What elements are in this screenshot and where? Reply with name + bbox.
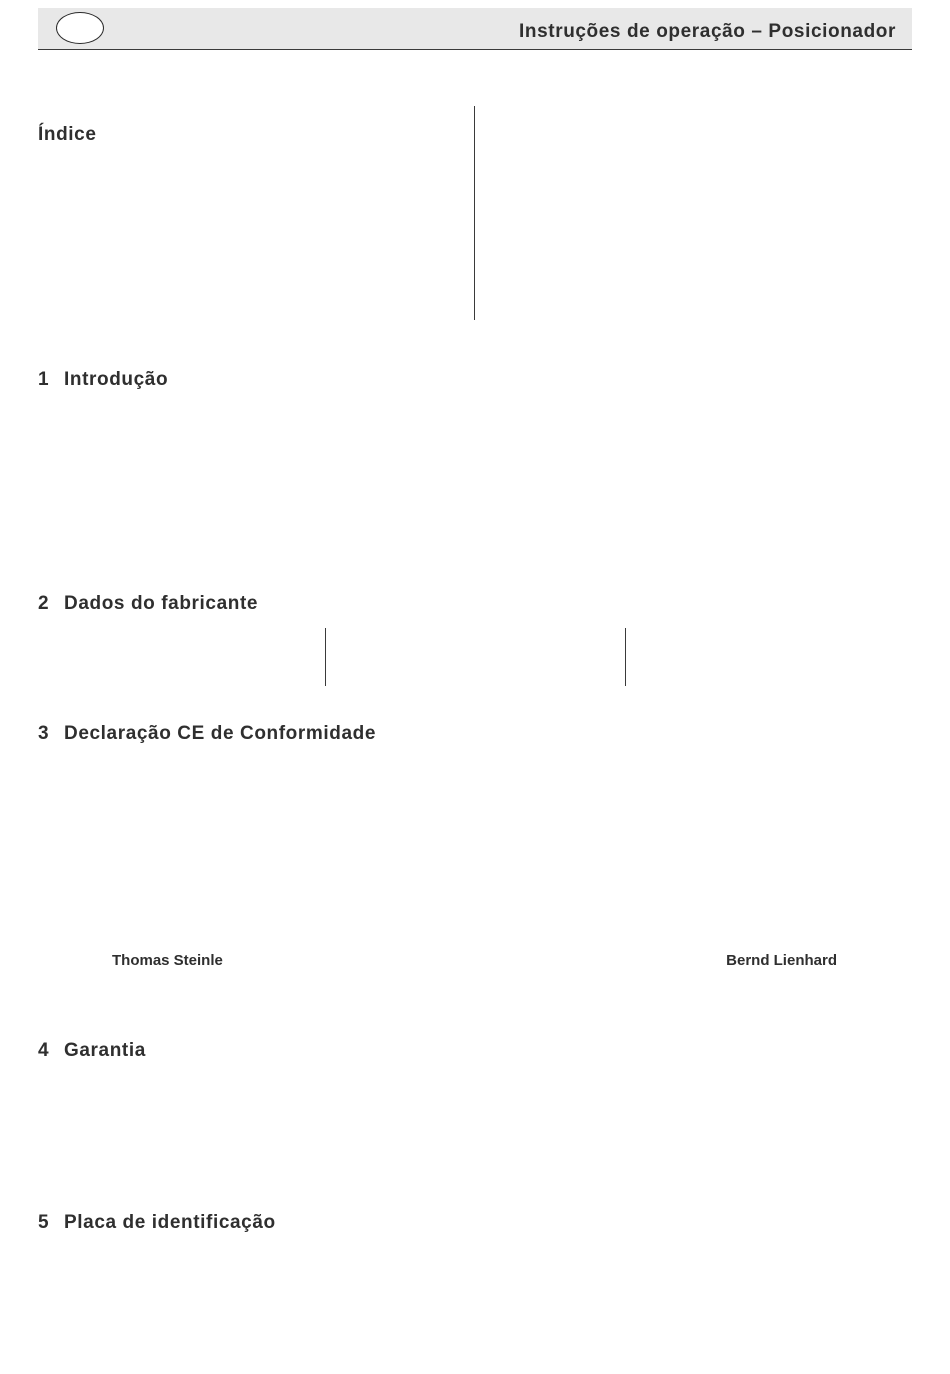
signatory-left: Thomas Steinle [112,952,223,969]
section-heading-introduction [38,369,168,391]
toc-column-divider [474,106,475,320]
section-heading-manufacturer [38,593,258,615]
page-header [38,8,912,50]
section-number: 5 [38,1212,50,1233]
section-title: Garantia [64,1040,146,1061]
language-badge-oval [56,12,104,44]
document-title: Instruções de operação – Posicionador [519,21,896,42]
section-title: Declaração CE de Conformidade [64,723,376,744]
section-heading-warranty [38,1040,146,1062]
manufacturer-column-divider-left [325,628,326,686]
section-title: Introdução [64,369,169,390]
section-number: 1 [38,369,50,390]
section-number: 4 [38,1040,50,1061]
section-heading-declaration [38,723,376,745]
toc-heading: Índice [38,124,97,145]
section-heading-nameplate [38,1212,276,1234]
section-number: 3 [38,723,50,744]
section-number: 2 [38,593,50,614]
signatory-right: Bernd Lienhard [726,952,837,969]
manufacturer-column-divider-right [625,628,626,686]
section-title: Dados do fabricante [64,593,259,614]
section-title: Placa de identificação [64,1212,276,1233]
